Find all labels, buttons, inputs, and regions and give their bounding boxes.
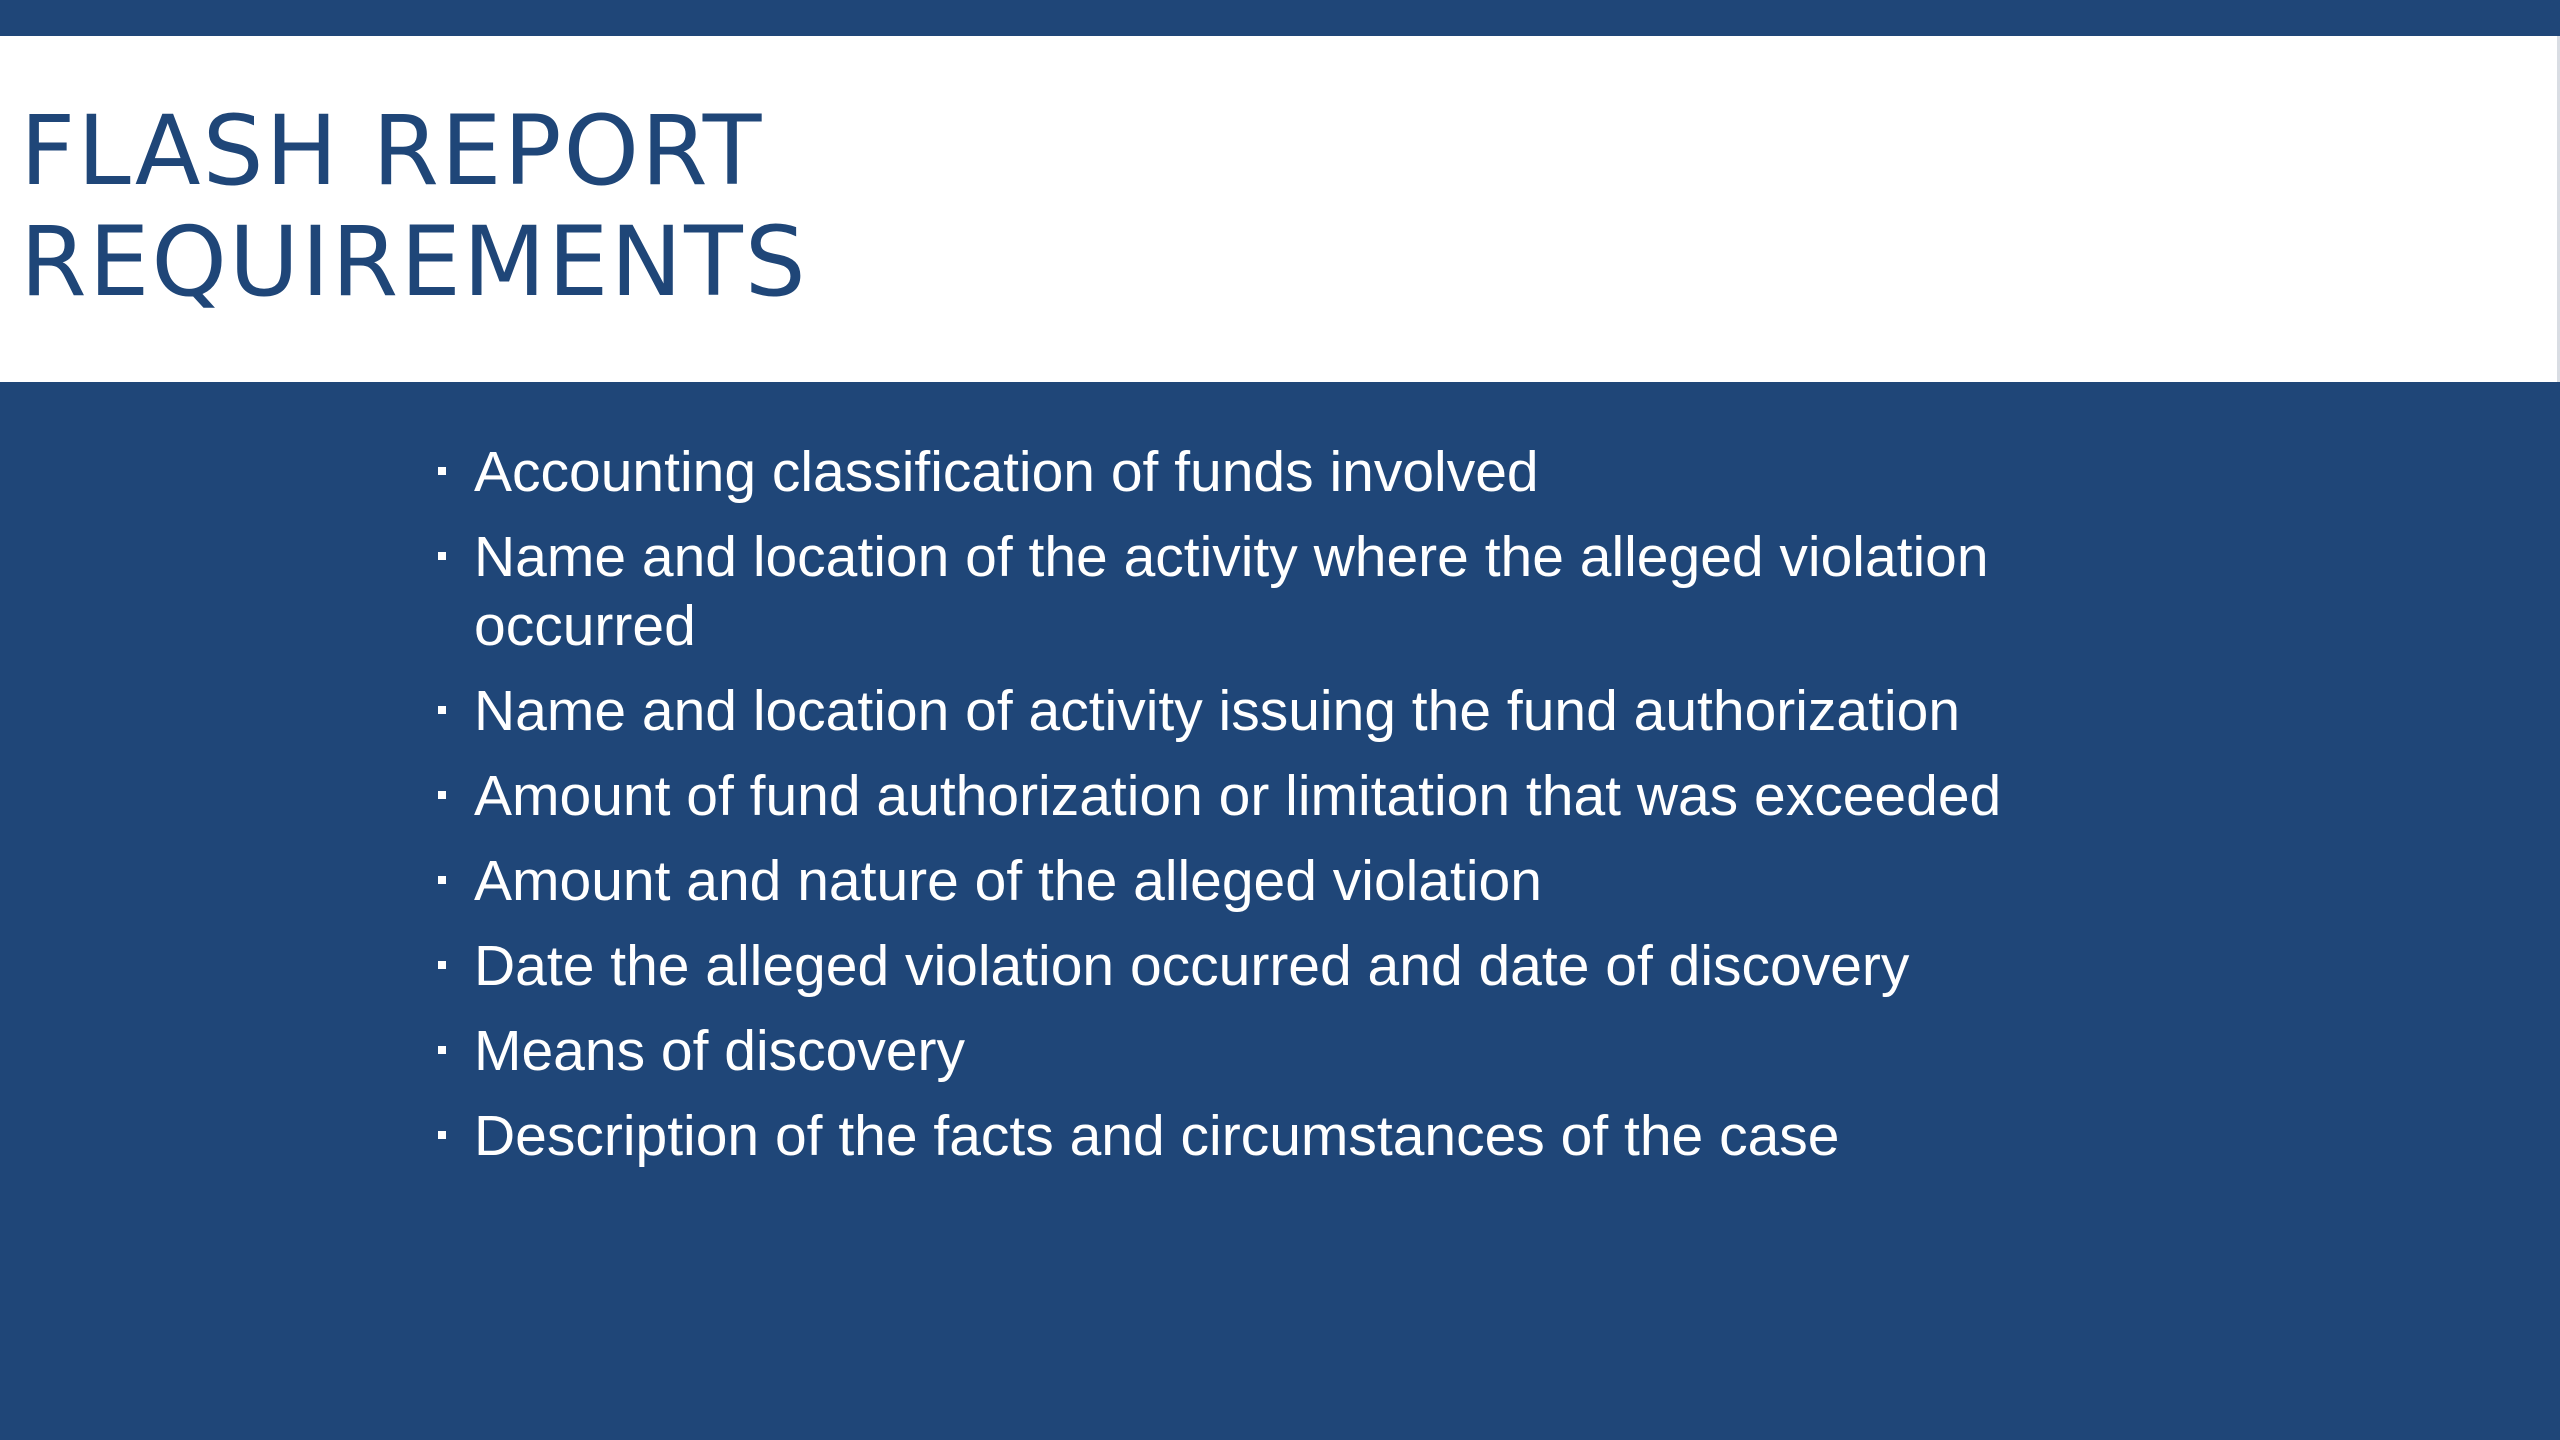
bullet-text: Date the alleged violation occurred and date of discovery	[474, 934, 1910, 998]
bullet-text: Means of discovery	[474, 1019, 966, 1083]
slide-title-line-2: REQUIREMENTS	[20, 206, 808, 318]
bullet-item	[432, 932, 2052, 1001]
square-bullet-icon	[438, 791, 446, 799]
bullet-item	[432, 762, 2052, 831]
slide-title	[20, 96, 808, 318]
bullet-text: Name and location of activity issuing the fund authorization	[474, 679, 1961, 743]
square-bullet-icon	[438, 552, 446, 560]
bullet-item	[432, 1017, 2052, 1086]
bullet-text: Amount and nature of the alleged violation	[474, 849, 1542, 913]
square-bullet-icon	[438, 467, 446, 475]
square-bullet-icon	[438, 961, 446, 969]
bullet-item	[432, 677, 2052, 746]
top-accent-band	[0, 0, 2560, 36]
bullet-list	[432, 438, 2052, 1187]
square-bullet-icon	[438, 706, 446, 714]
bullet-item	[432, 438, 2052, 507]
bullet-item	[432, 847, 2052, 916]
bullet-text: Amount of fund authorization or limitation that was exceeded	[474, 764, 2002, 828]
bullet-text: Description of the facts and circumstances of the case	[474, 1104, 1840, 1168]
bullet-item	[432, 1102, 2052, 1171]
bullet-text: Name and location of the activity where the alleged violation occurred	[474, 525, 1989, 658]
square-bullet-icon	[438, 1131, 446, 1139]
bullet-item	[432, 523, 2052, 661]
slide-body	[0, 382, 2560, 1440]
square-bullet-icon	[438, 1046, 446, 1054]
square-bullet-icon	[438, 876, 446, 884]
bullet-text: Accounting classification of funds involved	[474, 440, 1539, 504]
slide-title-line-1: FLASH REPORT	[20, 95, 764, 207]
title-band	[0, 36, 2560, 382]
